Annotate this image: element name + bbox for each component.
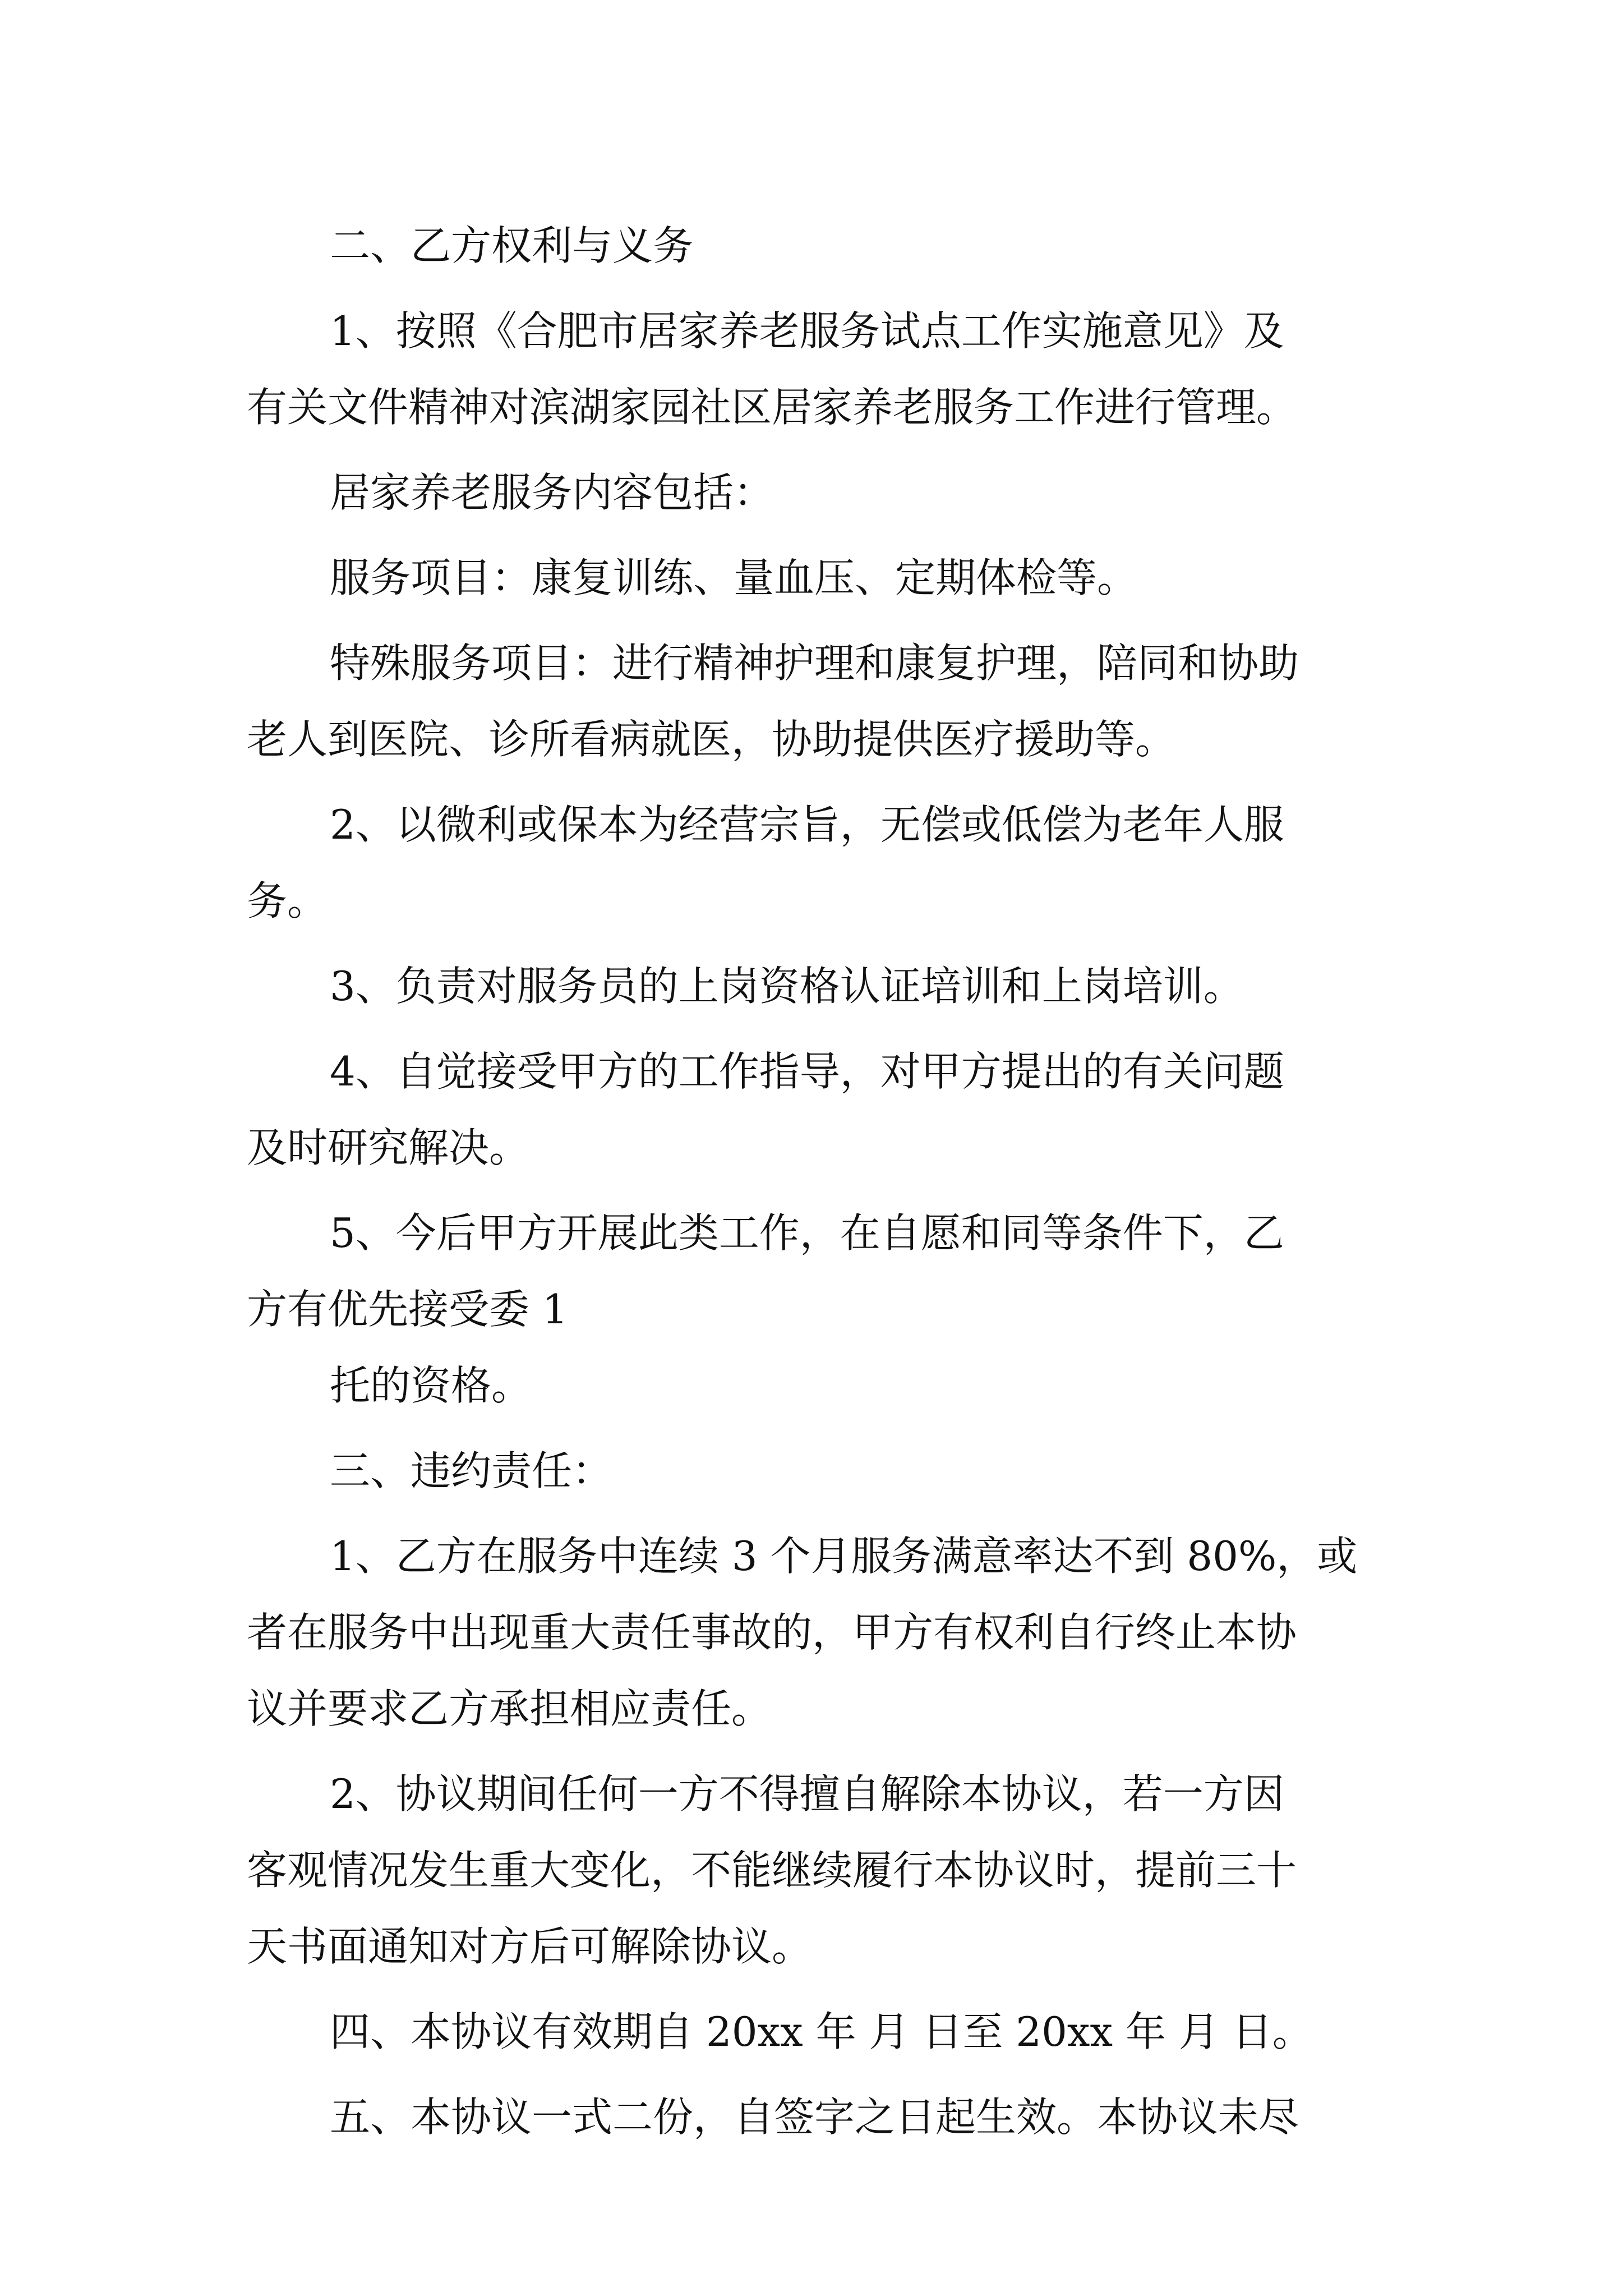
paragraph-gap bbox=[247, 939, 1391, 948]
paragraph-gap bbox=[247, 1024, 1391, 1033]
paragraph-gap bbox=[247, 2070, 1391, 2079]
paragraph-gap bbox=[247, 1747, 1391, 1756]
document-line: 居家养老服务内容包括： bbox=[330, 469, 774, 516]
paragraph-gap bbox=[247, 531, 1391, 540]
document-line: 二、乙方权利与义务 bbox=[330, 222, 694, 269]
document-line: 2、以微利或保本为经营宗旨，无偿或低偿为老年人服 bbox=[330, 801, 1284, 848]
document-line: 天书面通知对方后可解除协议。 bbox=[247, 1923, 813, 1970]
document-line: 2、协议期间任何一方不得擅自解除本协议，若一方因 bbox=[330, 1770, 1284, 1818]
document-line: 3、负责对服务员的上岗资格认证培训和上岗培训。 bbox=[330, 963, 1244, 1010]
document-line: 及时研究解决。 bbox=[247, 1124, 530, 1171]
document-line: 议并要求乙方承担相应责任。 bbox=[247, 1685, 772, 1732]
paragraph-gap bbox=[247, 616, 1391, 625]
document-body bbox=[247, 208, 1391, 2155]
paragraph-gap bbox=[247, 777, 1391, 786]
paragraph-gap bbox=[247, 1985, 1391, 1994]
document-line: 三、违约责任： bbox=[330, 1447, 613, 1494]
document-line: 4、自觉接受甲方的工作指导，对甲方提出的有关问题 bbox=[330, 1048, 1284, 1095]
paragraph-gap bbox=[247, 1186, 1391, 1195]
document-line: 特殊服务项目：进行精神护理和康复护理，陪同和协助 bbox=[330, 639, 1299, 687]
document-line: 服务项目：康复训练、量血压、定期体检等。 bbox=[330, 554, 1138, 601]
document-line: 客观情况发生重大变化，不能继续履行本协议时，提前三十 bbox=[247, 1847, 1297, 1894]
paragraph-gap bbox=[247, 284, 1391, 293]
document-line: 四、本协议有效期自 20xx 年 月 日至 20xx 年 月 日。 bbox=[330, 2008, 1313, 2055]
document-line: 托的资格。 bbox=[330, 1362, 532, 1409]
document-line: 5、今后甲方开展此类工作，在自愿和同等条件下，乙 bbox=[330, 1209, 1284, 1257]
document-line: 老人到医院、诊所看病就医，协助提供医疗援助等。 bbox=[247, 716, 1176, 763]
paragraph-gap bbox=[247, 1424, 1391, 1433]
document-line: 五、本协议一式二份，自签字之日起生效。本协议未尽 bbox=[330, 2093, 1299, 2141]
document-line: 1、按照《合肥市居家养老服务试点工作实施意见》及 bbox=[330, 307, 1284, 355]
paragraph-gap bbox=[247, 1509, 1391, 1518]
paragraph-gap bbox=[247, 445, 1391, 454]
document-line: 者在服务中出现重大责任事故的，甲方有权利自行终止本协 bbox=[247, 1609, 1297, 1656]
document-line: 务。 bbox=[247, 877, 328, 924]
document-line: 方有优先接受委 1 bbox=[247, 1286, 568, 1333]
document-line: 1、乙方在服务中连续 3 个月服务满意率达不到 80%，或 bbox=[330, 1533, 1358, 1580]
document-line: 有关文件精神对滨湖家园社区居家养老服务工作进行管理。 bbox=[247, 384, 1297, 431]
